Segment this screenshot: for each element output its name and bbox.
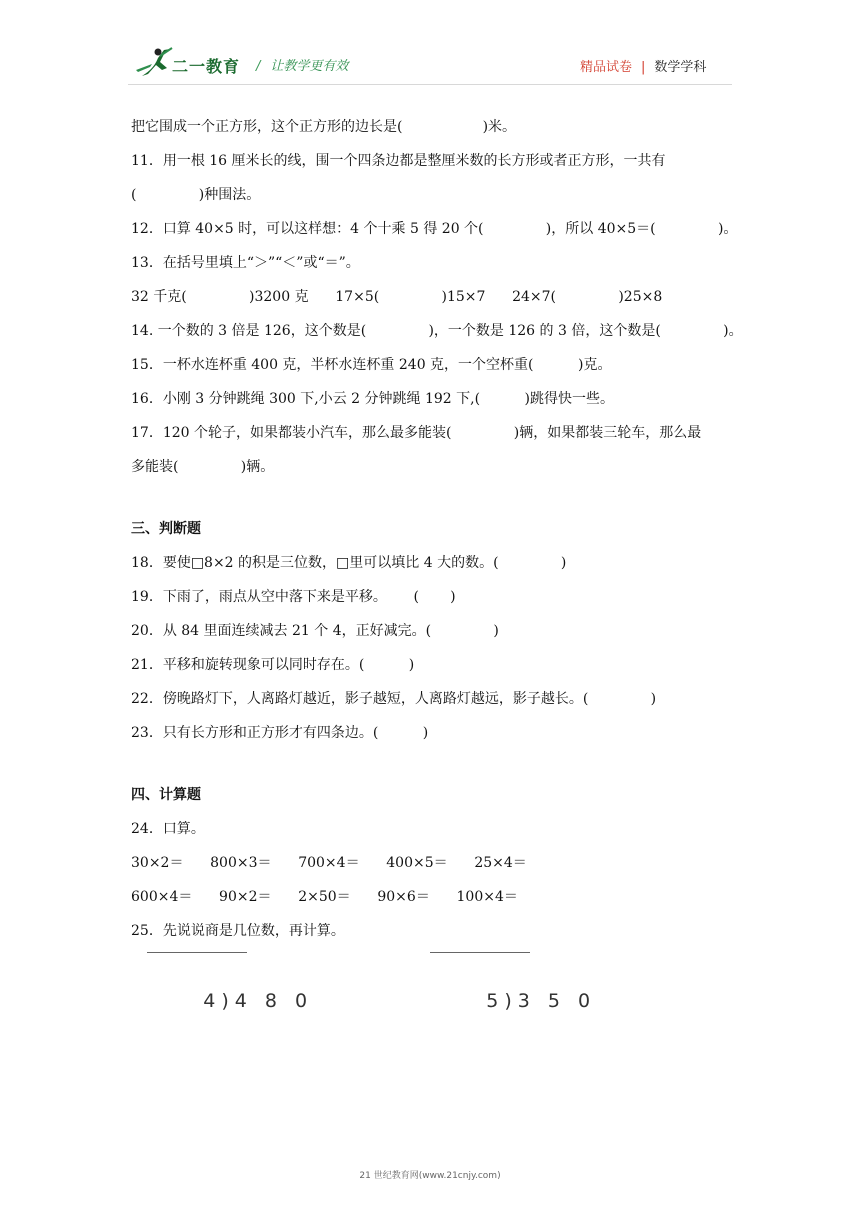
slogan <box>256 55 348 74</box>
question-line: 多能装( )辆。 <box>131 459 275 475</box>
question-line: 15．一杯水连杯重 400 克，半杯水连杯重 240 克，一个空杯重( )克。 <box>131 357 612 373</box>
question-line: 19．下雨了，雨点从空中落下来是平移。 ( ) <box>131 589 456 605</box>
division-bracket: ) <box>504 990 518 1012</box>
header-label-subject: 数学学科 <box>654 60 707 75</box>
spacer <box>131 750 751 778</box>
question-line: 24．口算。 <box>131 821 205 837</box>
question-line: 22．傍晚路灯下，人离路灯越近，影子越短，人离路灯越远，影子越长。( ) <box>131 691 657 707</box>
question-line: 17．120 个轮子，如果都装小汽车，那么最多能装( )辆，如果都装三轮车，那么最 <box>131 425 702 441</box>
division-bracket: ) <box>221 990 235 1012</box>
question-line: 32 千克( )3200 克 17×5( )15×7 24×7( )25×8 <box>131 289 663 305</box>
logo-text: 二一教育 <box>172 57 241 76</box>
division-bar <box>147 952 247 953</box>
divisor: 5 <box>486 990 505 1012</box>
question-line: 600×4＝ 90×2＝ 2×50＝ 90×6＝ 100×4＝ <box>131 889 518 905</box>
question-line: 把它围成一个正方形，这个正方形的边长是( )米。 <box>131 119 517 135</box>
long-division-row <box>131 948 751 1012</box>
spacer <box>131 484 751 512</box>
question-line: 25．先说说商是几位数，再计算。 <box>131 923 345 939</box>
document-body <box>131 110 751 1012</box>
question-line: 16．小刚 3 分钟跳绳 300 下,小云 2 分钟跳绳 192 下,( )跳得快一些。 <box>131 391 614 407</box>
section-title-judgement: 三、判断题 <box>131 521 201 537</box>
question-line: 12．口算 40×5 时，可以这样想：4 个十乘 5 得 20 个( )，所以 40×5＝( )。 <box>131 221 738 237</box>
header-separator: | <box>641 60 646 75</box>
slogan-text: 让教学更有效 <box>270 59 349 74</box>
dividend: 4 8 0 <box>234 990 314 1012</box>
question-line: 30×2＝ 800×3＝ 700×4＝ 400×5＝ 25×4＝ <box>131 855 527 871</box>
page-header <box>0 0 860 90</box>
section-title-calculation: 四、计算题 <box>131 787 201 803</box>
logo <box>134 46 244 82</box>
dividend: 3 5 0 <box>517 990 597 1012</box>
question-line: ( )种围法。 <box>131 187 261 203</box>
question-line: 11．用一根 16 厘米长的线，围一个四条边都是整厘米数的长方形或者正方形，一共有 <box>131 153 666 169</box>
question-line: 18．要使□8×2 的积是三位数，□里可以填比 4 大的数。( ) <box>131 555 567 571</box>
runner-logo-icon <box>134 46 174 80</box>
question-line: 20．从 84 里面连续减去 21 个 4，正好减完。( ) <box>131 623 499 639</box>
question-line: 13．在括号里填上“＞”“＜”或“＝”。 <box>131 255 360 271</box>
question-line: 14. 一个数的 3 倍是 126，这个数是( )，一个数是 126 的 3 倍，这个数是( )。 <box>131 323 743 339</box>
header-subject <box>580 56 706 75</box>
header-divider <box>128 84 732 85</box>
question-line: 23．只有长方形和正方形才有四条边。( ) <box>131 725 429 741</box>
slogan-slash: / <box>256 59 261 74</box>
divisor: 4 <box>203 990 222 1012</box>
header-label-premium: 精品试卷 <box>580 60 633 75</box>
long-division-1 <box>131 950 313 1086</box>
question-line: 21．平移和旋转现象可以同时存在。( ) <box>131 657 415 673</box>
long-division-2 <box>414 950 596 1086</box>
division-bar <box>430 952 530 953</box>
page-footer: 21 世纪教育网(www.21cnjy.com) <box>359 1171 501 1181</box>
